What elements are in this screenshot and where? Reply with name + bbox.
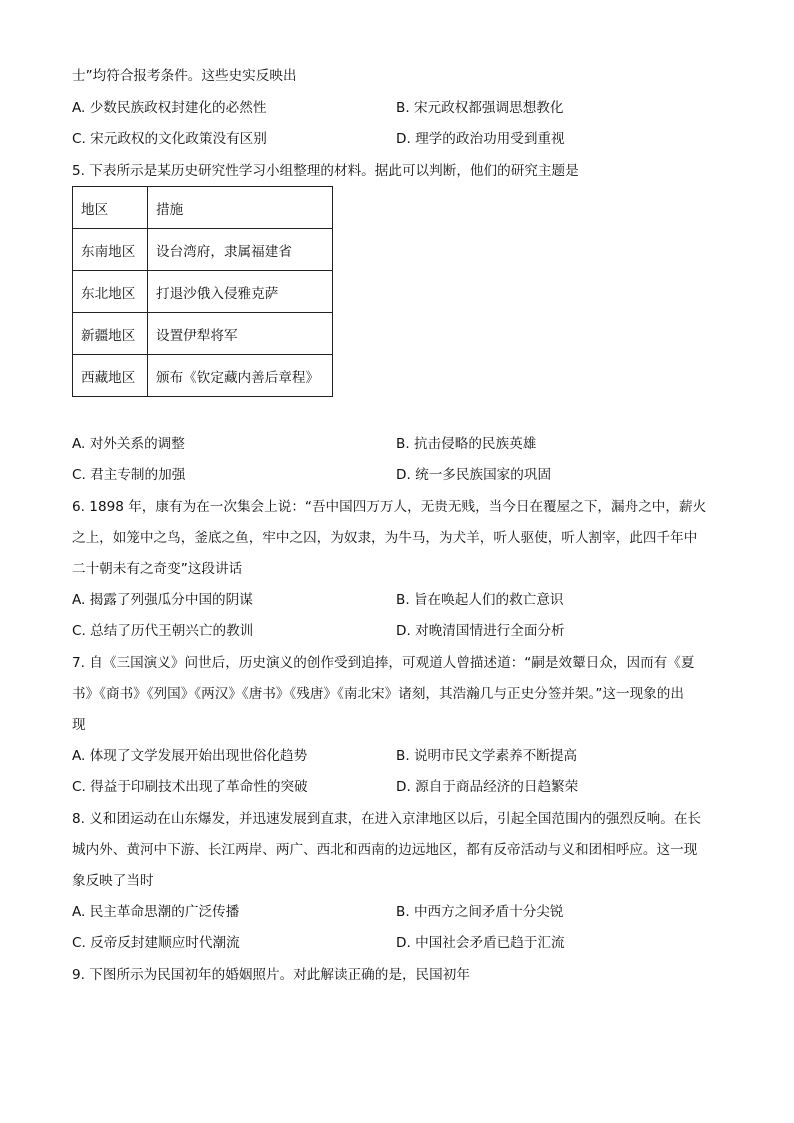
table-row <box>73 229 333 271</box>
q7-stem-line: 书》《商书》《列国》《两汉》《唐书》《残唐》《南北宋》诸刻，其浩瀚几与正史分签并架。”这一现象的出 <box>72 686 684 702</box>
q9-stem: 9. 下图所示为民国初年的婚姻照片。对此解读正确的是，民国初年 <box>72 967 470 983</box>
q5-option-d: D. 统一多民族国家的巩固 <box>396 467 552 483</box>
q8-option-c: C. 反帝反封建顺应时代潮流 <box>72 935 240 951</box>
table-cell-region: 东南地区 <box>73 229 148 271</box>
table-header-row <box>73 187 333 229</box>
table-cell-region: 西藏地区 <box>73 355 148 397</box>
q6-stem-line: 6. 1898 年，康有为在一次集会上说：“吾中国四万万人，无贵无贱，当今日在覆屋之下，漏舟之中，薪火 <box>72 499 707 515</box>
table-header-measure: 措施 <box>148 187 333 229</box>
table-row <box>73 271 333 313</box>
q5-table <box>72 186 333 397</box>
q7-option-a: A. 体现了文学发展开始出现世俗化趋势 <box>72 748 308 764</box>
table-cell-measure: 颁布《钦定藏内善后章程》 <box>148 355 333 397</box>
q8-option-d: D. 中国社会矛盾已趋于汇流 <box>396 935 565 951</box>
q6-option-a: A. 揭露了列强瓜分中国的阴谋 <box>72 592 253 608</box>
q4-option-d: D. 理学的政治功用受到重视 <box>396 131 565 147</box>
table-row <box>73 355 333 397</box>
q6-option-c: C. 总结了历代王朝兴亡的教训 <box>72 623 254 639</box>
q4-option-c: C. 宋元政权的文化政策没有区别 <box>72 131 267 147</box>
q5-option-a: A. 对外关系的调整 <box>72 436 185 452</box>
q5-stem: 5. 下表所示是某历史研究性学习小组整理的材料。据此可以判断，他们的研究主题是 <box>72 163 579 179</box>
q7-option-b: B. 说明市民文学素养不断提高 <box>396 748 578 764</box>
q8-option-b: B. 中西方之间矛盾十分尖锐 <box>396 904 564 920</box>
q8-stem-line: 城内外、黄河中下游、长江两岸、两广、西北和西南的边远地区，都有反帝活动与义和团相呼应。这一现 <box>72 842 698 858</box>
q4-option-a: A. 少数民族政权封建化的必然性 <box>72 100 267 116</box>
q7-stem-line: 现 <box>72 717 86 733</box>
q6-option-b: B. 旨在唤起人们的救亡意识 <box>396 592 564 608</box>
table-cell-measure: 打退沙俄入侵雅克萨 <box>148 271 333 313</box>
q7-stem-line: 7. 自《三国演义》问世后，历史演义的创作受到追捧，可观道人曾描述道：“嗣是效颦日众，因而有《夏 <box>72 655 695 671</box>
table-cell-region: 东北地区 <box>73 271 148 313</box>
q6-stem-line: 之上，如笼中之鸟，釜底之鱼，牢中之囚，为奴隶，为牛马，为犬羊，听人驱使，听人割宰，此四千年中 <box>72 530 698 546</box>
q6-stem-line: 二十朝未有之奇变”这段讲话 <box>72 561 243 577</box>
table-header-region: 地区 <box>73 187 148 229</box>
q5-option-c: C. 君主专制的加强 <box>72 467 186 483</box>
q8-stem-line: 8. 义和团运动在山东爆发，并迅速发展到直隶，在进入京津地区以后，引起全国范围内的强烈反响。在长 <box>72 811 702 827</box>
q5-option-b: B. 抗击侵略的民族英雄 <box>396 436 537 452</box>
q4-stem-continuation: 士”均符合报考条件。这些史实反映出 <box>72 68 297 84</box>
table-cell-region: 新疆地区 <box>73 313 148 355</box>
q6-option-d: D. 对晚清国情进行全面分析 <box>396 623 565 639</box>
table-row <box>73 313 333 355</box>
table-cell-measure: 设置伊犁将军 <box>148 313 333 355</box>
q7-option-c: C. 得益于印刷技术出现了革命性的突破 <box>72 779 308 795</box>
table-cell-measure: 设台湾府，隶属福建省 <box>148 229 333 271</box>
q8-option-a: A. 民主革命思潮的广泛传播 <box>72 904 240 920</box>
q4-option-b: B. 宋元政权都强调思想教化 <box>396 100 564 116</box>
q7-option-d: D. 源自于商品经济的日趋繁荣 <box>396 779 579 795</box>
q8-stem-line: 象反映了当时 <box>72 873 154 889</box>
